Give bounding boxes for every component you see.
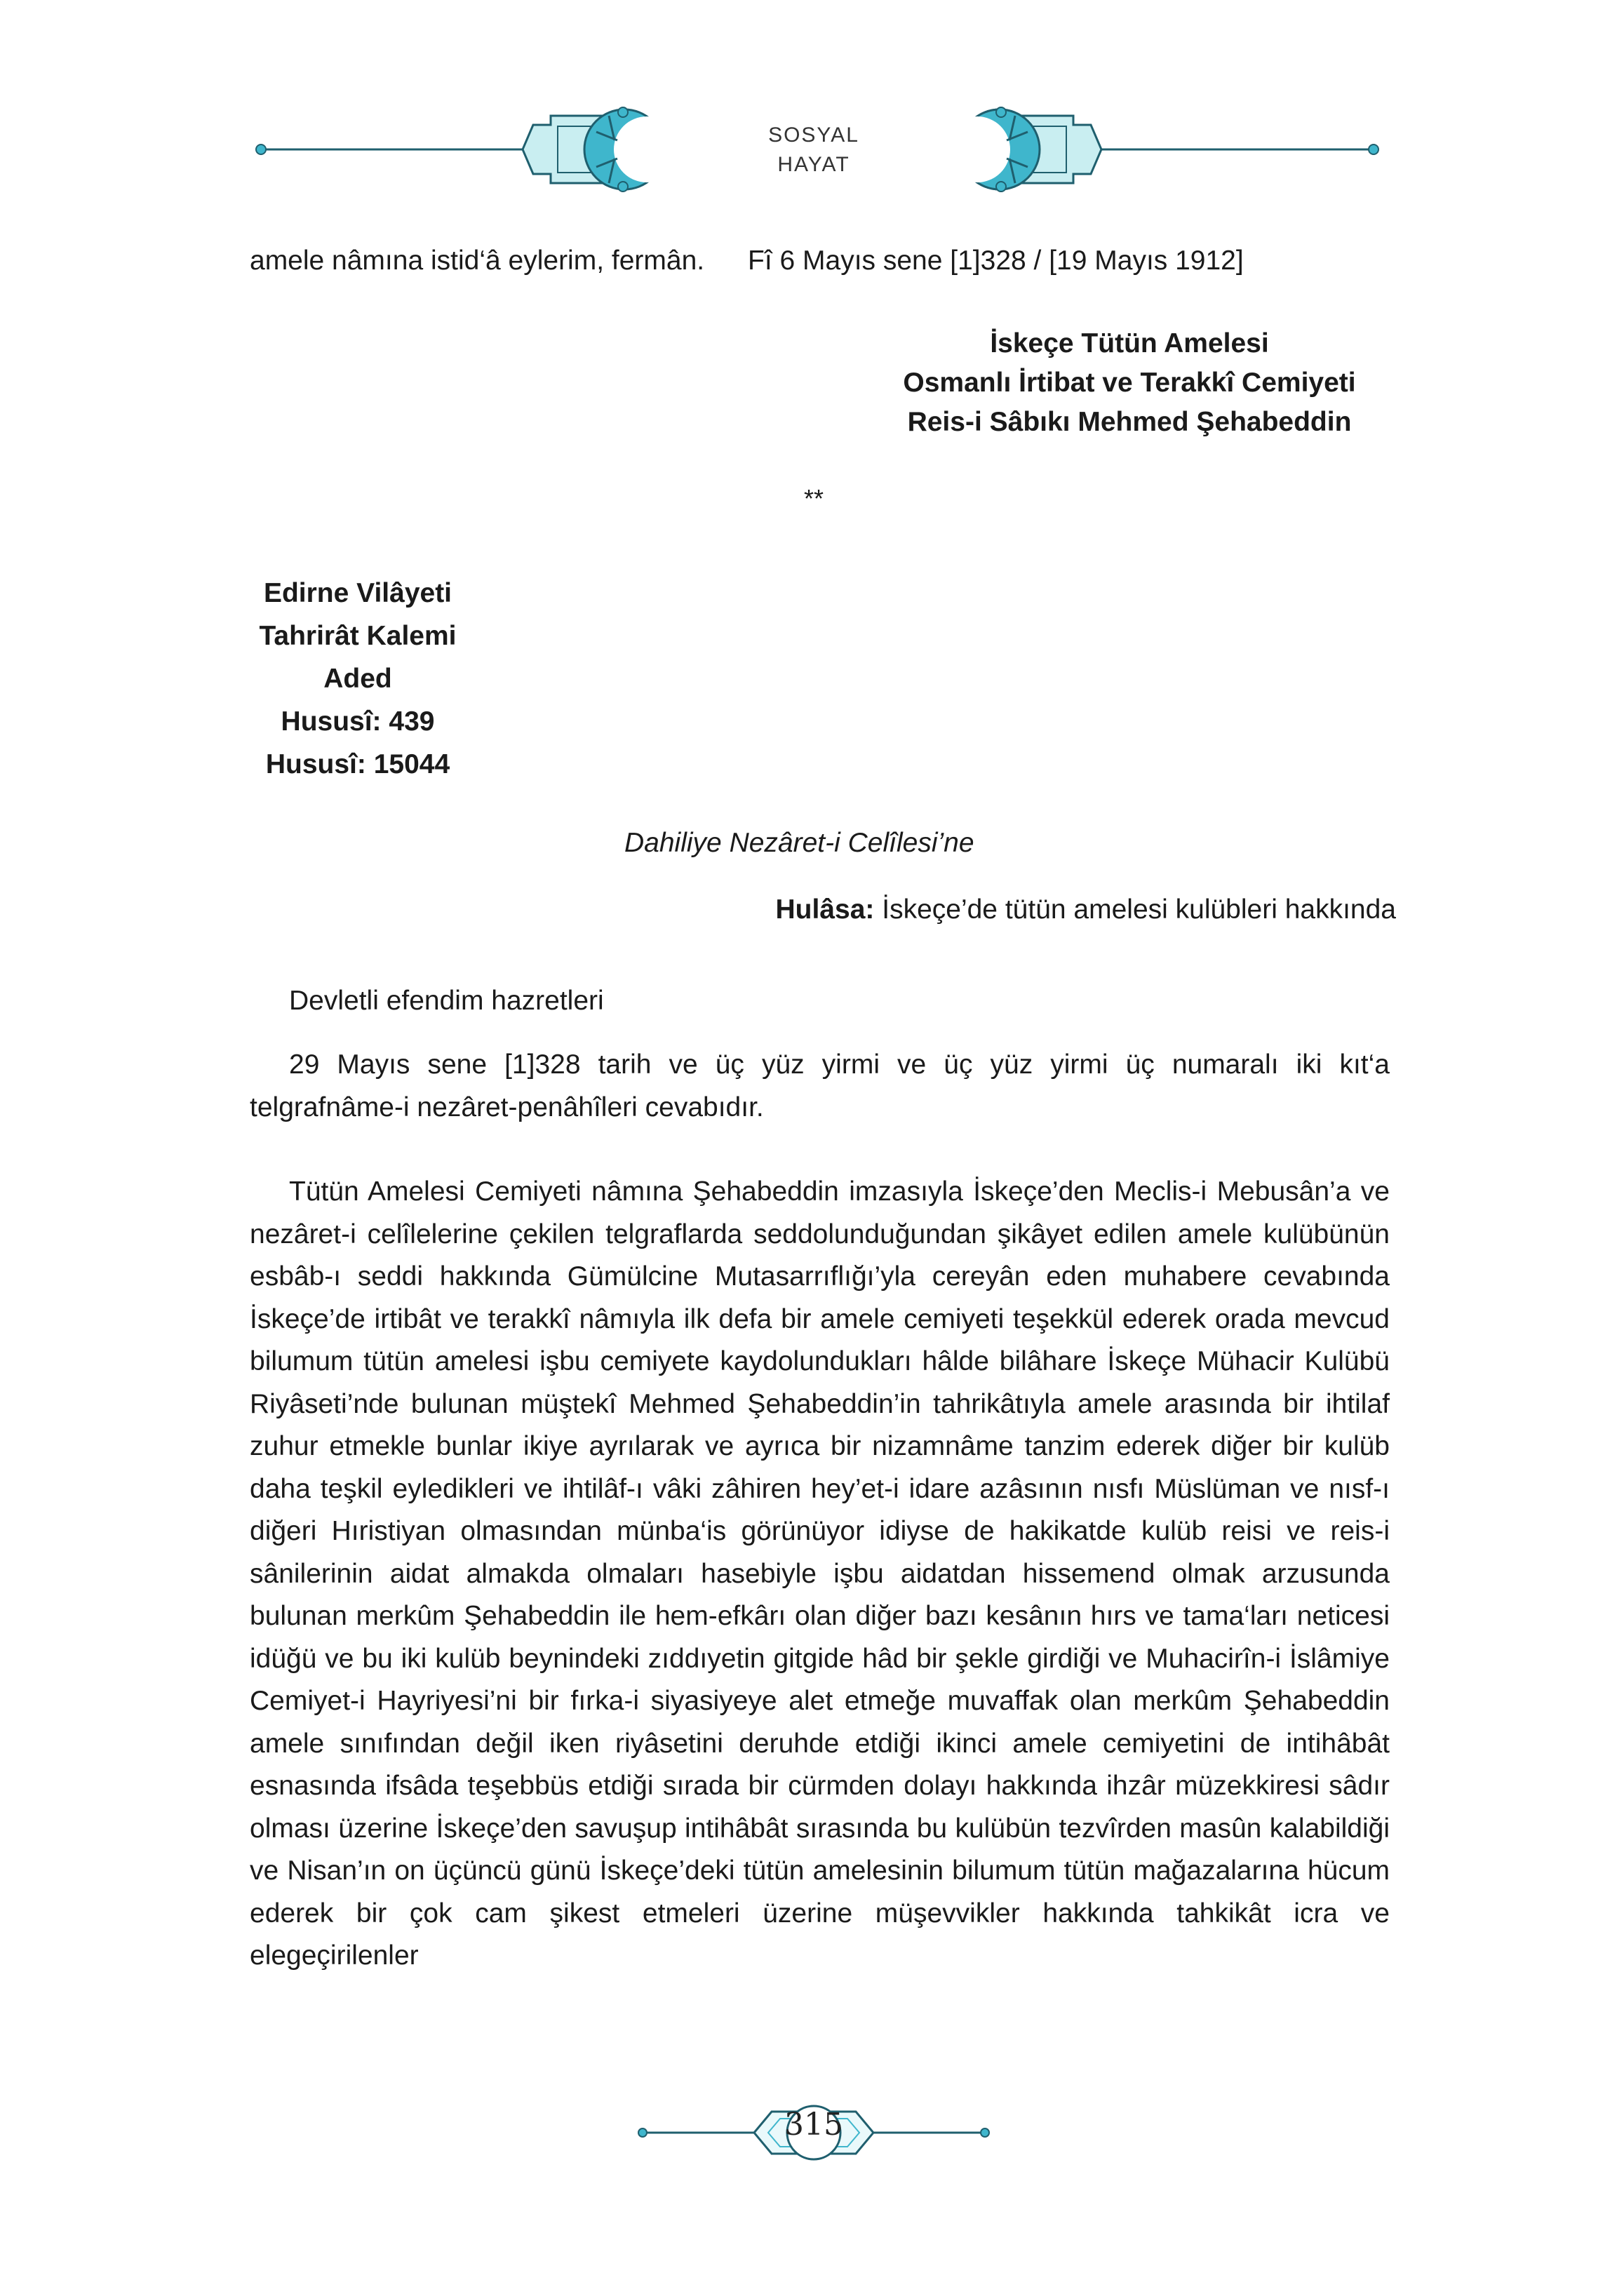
office-line5: Hususî: 15044 — [265, 749, 450, 779]
summary-label: Hulâsa: — [775, 894, 875, 925]
office-line4: Hususî: 439 — [281, 706, 435, 737]
header-right-end-dot — [1369, 145, 1378, 154]
header-left-crescent-icon — [584, 107, 680, 192]
page-number: 315 — [784, 2107, 843, 2142]
office-block — [210, 572, 505, 786]
closing-line — [250, 246, 1400, 276]
paragraph-2: Tütün Amelesi Cemiyeti nâmına Şehabeddin imzasıyla İskeçe’den Meclis-i Mebusân’a ve nezâret-i celîlelerine çekilen telgraflarda seddolunduğundan şikâyet edilen amele kulübünün esbâb-ı seddi hakkında Gümülcine Mutasarrıflığı’yla cereyân eden muhabere cevabında İskeçe’de irtibât ve terakkî nâmıyla ilk defa bir amele cemiyeti teşekkül ederek orada mevcud bilumum tütün amelesi işbu cemiyete kaydolundukları hâlde bilâhare İskeçe Mühacir Kulübü Riyâseti’nde bulunan müştekî Mehmed Şehabeddin’in tahrikâtıyla amele arasında bir ihtilaf zuhur etmekle bunlar ikiye ayrılarak ve ayrıca bir nizamnâme tanzim ederek diğer bir kulüb daha teşkil eyledikleri ve ihtilâf-ı vâki zâhiren hey’et-i idare azâsının nısfı Müslüman ve nısf-ı diğeri Hıristiyan olmasından münba‘is görünüyor idiyse de hakikatde kulüb reisi ve reis-i sânilerinin aidat almakda olmaları hasebiyle işbu aidatdan hissemend olmak arzusunda bulunan merkûm Şehabeddin ile hem-efkârı olan diğer bazı kesânın hırs ve tama‘ları neticesi idüğü ve bu iki kulüb beynindeki zıddıyetin gitgide hâd bir şekle girdiği ve Muhacirîn-i İslâmiye Cemiyet-i Hayriyesi’ni bir fırka-i siyasiyeye alet etmeğe muvaffak olan merkûm Şehabeddin amele sınıfından değil iken riyâsetini deruhde etdiği ikinci amele cemiyetini de intihâbât esnasında ifsâda teşebbüs etdiği sırada bir cürmden dolayı hakkında ihzâr müzekkiresi sâdır olması üzerine İskeçe’den savuşup intihâbât sırasında bu kulübün tezvîrden masûn kalabildiği ve Nisan’ın on üçüncü günü İskeçe’deki tütün amelesinin bilumum tütün mağazalarına hücum ederek bir çok cam şikest etmeleri üzerine müşevvikler hakkında tahkikât icra ve elegeçirilenler — [250, 1176, 1390, 1971]
header-left-end-dot — [256, 145, 266, 154]
closing-date: Fî 6 Mayıs sene [1]328 / [19 Mayıs 1912] — [748, 246, 1244, 276]
summary-text: İskeçe’de tütün amelesi kulübleri hakkında — [874, 894, 1396, 925]
section-label-line2: HAYAT — [777, 153, 850, 176]
signature-block — [863, 324, 1396, 442]
section-label-line1: SOSYAL — [768, 123, 859, 147]
office-line3: Aded — [323, 664, 392, 694]
header-ornament — [0, 0, 1624, 224]
paragraph-1: 29 Mayıs sene [1]328 tarih ve üç yüz yirmi ve üç yüz yirmi üç numaralı iki kıt‘a telgrafnâme-i nezâret-penâhîleri cevabıdır. — [250, 1049, 1390, 1122]
closing-text: amele nâmına istid‘â eylerim, fermân. — [250, 246, 705, 276]
summary-line — [702, 894, 1396, 925]
office-line1: Edirne Vilâyeti — [263, 578, 452, 608]
signature-line1: İskeçe Tütün Amelesi — [990, 328, 1269, 358]
salutation: Devletli efendim hazretleri — [289, 986, 604, 1016]
signature-line2: Osmanlı İrtibat ve Terakkî Cemiyeti — [903, 368, 1356, 398]
office-line2: Tahrirât Kalemi — [259, 621, 457, 651]
section-separator: ** — [803, 484, 824, 513]
addressee: Dahiliye Nezâret-i Celîlesi’ne — [624, 828, 974, 858]
signature-line3: Reis-i Sâbıkı Mehmed Şehabeddin — [907, 407, 1352, 437]
